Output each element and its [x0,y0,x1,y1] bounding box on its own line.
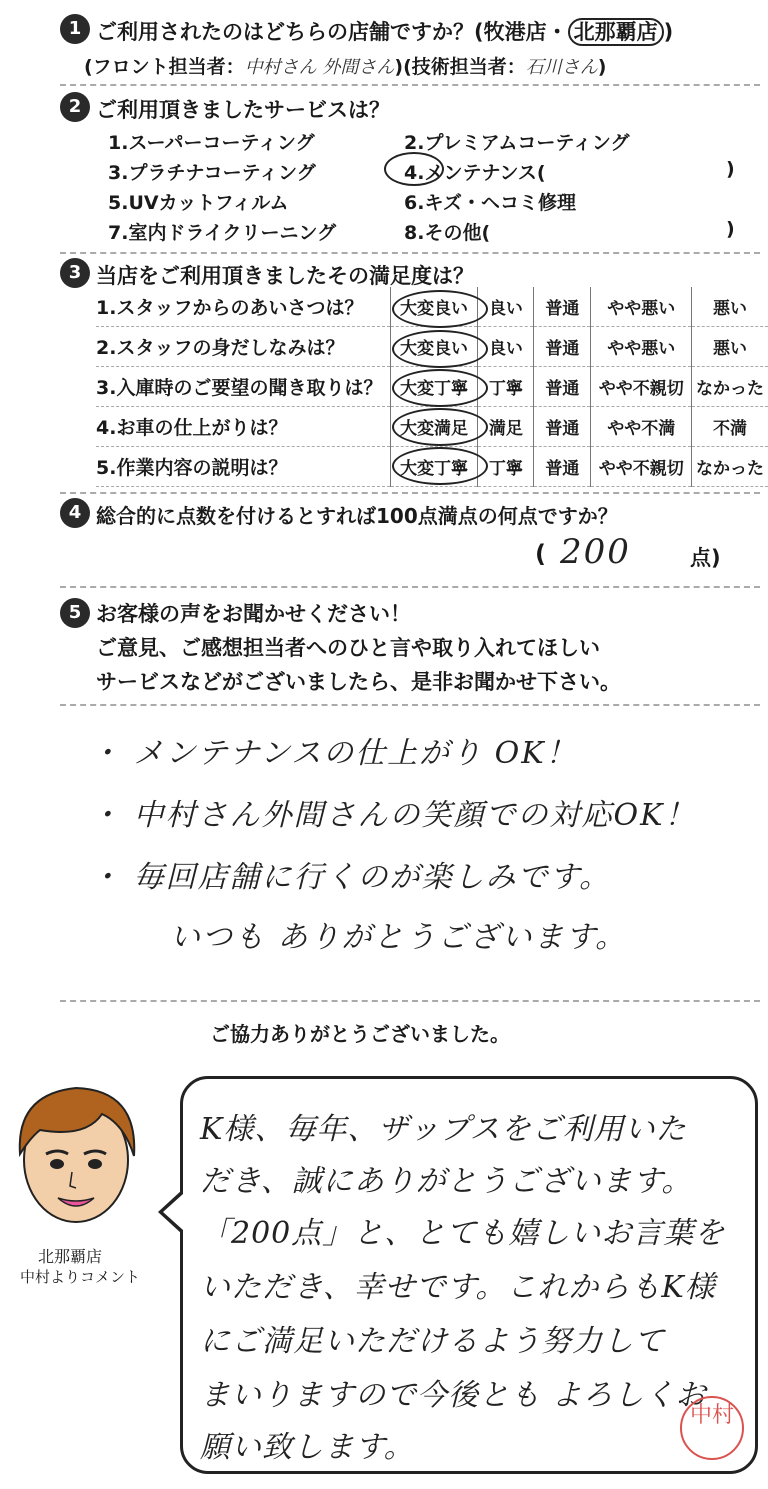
question-3-text: 当店をご利用頂きましたその満足度は？ [96,264,474,288]
store-option-kitanaha[interactable]: 北那覇店 [568,18,664,46]
row-label: 1.スタッフからのあいさつは？ [96,287,390,327]
rating-option[interactable]: 大変丁寧 [390,367,478,407]
reply-line: いただき、幸せです。これからもK様 [200,1270,716,1305]
customer-comment: ・ 中村さん外間さんの笑顔での対応OK！ [90,798,697,833]
rating-option[interactable]: 満足 [478,407,534,447]
rating-option[interactable]: 大変良い [390,327,478,367]
paren-close: ) [597,56,607,78]
divider [60,1000,760,1002]
service-option-3[interactable]: 3.プラチナコーティング [108,162,316,184]
paren-close: ) [663,20,674,44]
bubble-tail-inner [163,1194,183,1230]
reply-line: K様、毎年、ザップスをご利用いた [200,1112,687,1147]
rating-option[interactable]: 丁寧 [478,367,534,407]
selected-circle [392,330,488,368]
store-option-makiminato[interactable]: 牧港店 [483,20,547,44]
rating-option[interactable]: 普通 [534,327,591,367]
service-option-7[interactable]: 7.室内ドライクリーニング [108,222,337,244]
question-1-number: 1 [60,14,90,44]
divider [60,252,760,254]
reply-line: まいりますので今後とも よろしくお [200,1378,707,1413]
reply-line: だき、誠にありがとうございます。 [200,1164,693,1199]
score-value[interactable]: 200 [560,532,631,572]
rating-option[interactable]: やや不満 [591,407,691,447]
thanks-message: ご協力ありがとうございました。 [210,1022,510,1046]
rating-option[interactable]: やや不親切 [591,367,691,407]
question-3-number: 3 [60,258,90,288]
selected-circle [384,152,444,186]
question-1-text [96,16,673,46]
row-label: 2.スタッフの身だしなみは？ [96,327,390,367]
rating-option[interactable]: 大変満足 [390,407,478,447]
service-option-4[interactable]: 4.メンテナンス( [404,162,546,184]
rating-option[interactable]: 良い [478,287,534,327]
rating-option[interactable]: 悪い [691,287,768,327]
reply-line: にご満足いただけるよう努力して [200,1324,665,1359]
question-5-text: お客様の声をお聞かせください！ [96,602,411,626]
rating-option[interactable]: やや悪い [591,287,691,327]
question-5-line3: サービスなどがございましたら、是非お聞かせ下さい。 [96,670,621,694]
staff-caption: 中村よりコメント [20,1268,141,1286]
rating-option[interactable]: 丁寧 [478,447,534,487]
staff-line [84,52,606,79]
question-5-number: 5 [60,598,90,628]
reply-line: 願い致します。 [200,1430,415,1465]
rating-option[interactable]: 良い [478,327,534,367]
divider [60,84,760,86]
rating-option[interactable]: 普通 [534,407,591,447]
service-option-6[interactable]: 6.キズ・ヘコミ修理 [404,192,577,214]
service-option-2[interactable]: 2.プレミアムコーティング [404,132,630,154]
customer-comment: いつも ありがとうございます。 [170,920,628,955]
rating-option[interactable]: 普通 [534,447,591,487]
selected-circle [392,447,488,485]
service-option-8[interactable]: 8.その他( [404,222,491,244]
rating-option[interactable]: なかった [691,367,768,407]
selected-circle [392,290,488,328]
front-staff-value[interactable]: 中村さん 外間さん [244,57,395,78]
service-option-1[interactable]: 1.スーパーコーティング [108,132,315,154]
score-unit: 点) [690,546,721,570]
rating-option[interactable]: 普通 [534,287,591,327]
customer-comment: ・ 毎回店舗に行くのが楽しみです。 [90,860,612,895]
question-1-label: ご利用されたのはどちらの店舗ですか？( [96,20,484,44]
staff-avatar [6,1068,146,1238]
customer-comment: ・ メンテナンスの仕上がり OK！ [90,736,578,771]
separator: ・ [546,20,568,44]
row-label: 4.お車の仕上がりは？ [96,407,390,447]
paren-close: ) [726,218,735,240]
score-open-paren: ( [535,540,546,568]
divider [60,704,760,706]
row-label: 3.入庫時のご要望の聞き取りは？ [96,367,390,407]
question-4-text: 総合的に点数を付けるとすれば100点満点の何点ですか？ [96,504,618,528]
rating-option[interactable]: やや悪い [591,327,691,367]
row-label: 5.作業内容の説明は？ [96,447,390,487]
staff-store: 北那覇店 [38,1247,103,1266]
selected-circle [392,408,488,446]
rating-option[interactable]: やや不親切 [591,447,691,487]
tech-staff-label: )(技術担当者： [394,56,526,78]
rating-option[interactable]: 普通 [534,367,591,407]
reply-line: 「200点」と、とても嬉しいお言葉を [200,1216,726,1251]
paren-close: ) [726,158,735,180]
divider [60,586,760,588]
question-5-line2: ご意見、ご感想担当者へのひと言や取り入れてほしい [96,636,600,660]
question-4-number: 4 [60,498,90,528]
question-2-number: 2 [60,92,90,122]
selected-circle [392,369,488,407]
service-option-5[interactable]: 5.UVカットフィルム [108,192,289,214]
rating-option[interactable]: 大変良い [390,287,478,327]
front-staff-label: (フロント担当者： [84,56,245,78]
rating-option[interactable]: 不満 [691,407,768,447]
rating-option[interactable]: なかった [691,447,768,487]
name-stamp: 中村 [680,1396,744,1460]
rating-option[interactable]: 大変丁寧 [390,447,478,487]
rating-option[interactable]: 悪い [691,327,768,367]
tech-staff-value[interactable]: 石川さん [525,57,598,78]
question-2-text: ご利用頂きましたサービスは？ [96,98,390,122]
divider [60,492,760,494]
